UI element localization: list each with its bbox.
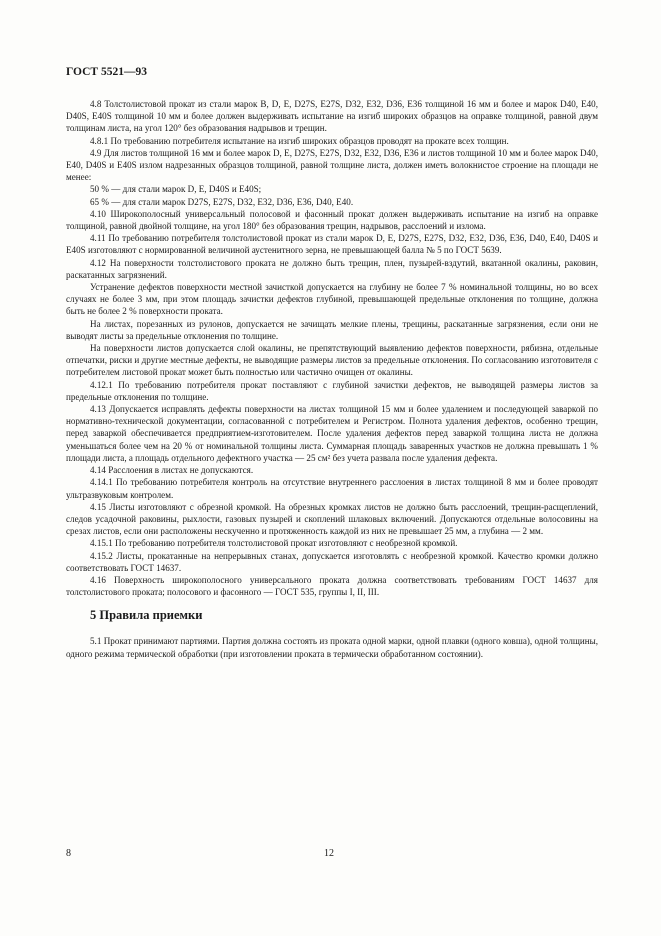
- document-id: ГОСТ 5521—93: [66, 66, 147, 78]
- paragraph-4-9: 4.9 Для листов толщиной 16 мм и более марок D, E, D27S, E27S, D32, E32, D36, E36 и листов толщиной 10 мм и более марок D40, E40, D40S и E40S излом надрезанных образцов толщиной, равной толщине листа, должен иметь волокнистое строение на площади не менее:: [66, 147, 598, 183]
- paragraph-4-9-b: 65 % — для стали марок D27S, E27S, D32, E32, D36, E36, D40, E40.: [90, 196, 354, 207]
- paragraph-4-8: 4.8 Толстолистовой прокат из стали марок B, D, E, D27S, E27S, D32, E32, D36, E36 толщиной 16 мм и более и марок D40, E40, D40S, E40S толщиной 10 мм и более должен выдерживать испытание на изгиб широких образцов на оправке толщиной, равной двум толщинам листа, на угол 120° без образования надрывов и трещин.: [66, 99, 598, 134]
- document-body: [66, 98, 598, 660]
- paragraph-4-14-1: 4.14.1 По требованию потребителя контроль на отсутствие внутреннего расслоения в листах толщиной 8 мм и более проводят ультразвуковым контролем.: [66, 477, 598, 500]
- paragraph-4-12-d: На поверхности листов допускается слой окалины, не препятствующий выявлению дефектов поверхности, рябизна, отдельные отпечатки, риски и другие местные дефекты, не выводящие размеры листов за предельные отклонения. По согласованию изготовителя с потребителем листовой прокат может быть полностью или частично очищен от окалины.: [66, 343, 598, 378]
- paragraph-4-12-1: 4.12.1 По требованию потребителя прокат поставляют с глубиной зачистки дефектов, не выводящей размеры листов за предельные отклонения по толщине.: [66, 379, 598, 402]
- page-number: 8: [66, 848, 71, 859]
- paragraph-4-9-a: 50 % — для стали марок D, E, D40S и E40S;: [90, 184, 262, 195]
- paragraph-4-16: 4.16 Поверхность широкополосного универсального проката должна соответствовать требованиям ГОСТ 14637 для толстолистового проката; полосового и фасонного — ГОСТ 535, группы I, II, III.: [66, 574, 598, 598]
- paragraph-4-11: 4.11 По требованию потребителя толстолистовой прокат из стали марок D, E, D27S, E27S, D32, E32, D36, E36, D40, E40, D40S и E40S изготовляют с нормированной величиной аустенитного зерна, не превышающей балла № 5 по ГОСТ 5639.: [66, 233, 598, 256]
- paragraph-4-14: 4.14 Расслоения в листах не допускаются.: [90, 465, 254, 476]
- paragraph-5-1: 5.1 Прокат принимают партиями. Партия должна состоять из проката одной марки, одной плавки (одного ковша), одной толщины, одного режима термической обработки (при изготовлении проката в термически обработанном состоянии).: [66, 636, 598, 659]
- sheet-number: 12: [324, 848, 334, 859]
- paragraph-4-10: 4.10 Широкополосный универсальный полосовой и фасонный прокат должен выдерживать испытание на изгиб на оправке толщиной, равной двойной толщине, на угол 180° без образования трещин, надрывов, расслоений и излома.: [66, 208, 598, 232]
- paragraph-4-12-c: На листах, порезанных из рулонов, допускается не зачищать мелкие плены, трещины, раскатанные загрязнения, если они не выводят листы за предельные отклонения по толщине.: [66, 318, 598, 341]
- paragraph-4-13: 4.13 Допускается исправлять дефекты поверхности на листах толщиной 15 мм и более удалением и последующей заваркой по нормативно-технической документации, согласованной с потребителем и Регистром. Полнота удаления дефектов, особенно трещин, перед заваркой обеспечивается предприятием-изготовителем. После удаления дефектов перед заваркой толщина листа не должна уменьшаться более чем на 20 % от номинальной толщины листа. Суммарная площадь заваренных участков не должна превышать 1 % площади листа, а площадь отдельного дефектного участка — 25 см² без учета развала после удаления дефекта.: [66, 404, 598, 463]
- paragraph-4-8-1: 4.8.1 По требованию потребителя испытание на изгиб широких образцов проводят на прокате всех толщин.: [90, 135, 509, 146]
- paragraph-4-12-b: Устранение дефектов поверхности местной зачисткой допускается на глубину не более 7 % номинальной толщины, но во всех случаях не более 3 мм, при этом площадь зачистки дефектов глубиной, превышающей предельные отклонения по толщине, должна быть не более 2 % поверхности проката.: [66, 282, 598, 317]
- paragraph-4-15-2: 4.15.2 Листы, прокатанные на непрерывных станах, допускается изготовлять с необрезной кромкой. Качество кромки должно соответствовать ГОСТ 14637.: [66, 550, 598, 573]
- paragraph-4-15: 4.15 Листы изготовляют с обрезной кромкой. На обрезных кромках листов не должно быть расслоений, трещин-расщеплений, следов усадочной раковины, рыхлости, газовых пузырей и скоплений шлаковых включений. Допускаются отдельные волосовины на срезах листов, если они расположены нескученно и протяженность каждой из них не превышает 25 мм, а глубина — 2 мм.: [66, 501, 598, 537]
- paragraph-4-12: 4.12 На поверхности толстолистового проката не должно быть трещин, плен, пузырей-вздутий, вкатанной окалины, раковин, раскатанных загрязнений.: [66, 257, 598, 280]
- paragraph-4-15-1: 4.15.1 По требованию потребителя толстолистовой прокат изготовляют с необрезной кромкой.: [90, 538, 458, 549]
- section-heading: 5 Правила приемки: [90, 608, 203, 623]
